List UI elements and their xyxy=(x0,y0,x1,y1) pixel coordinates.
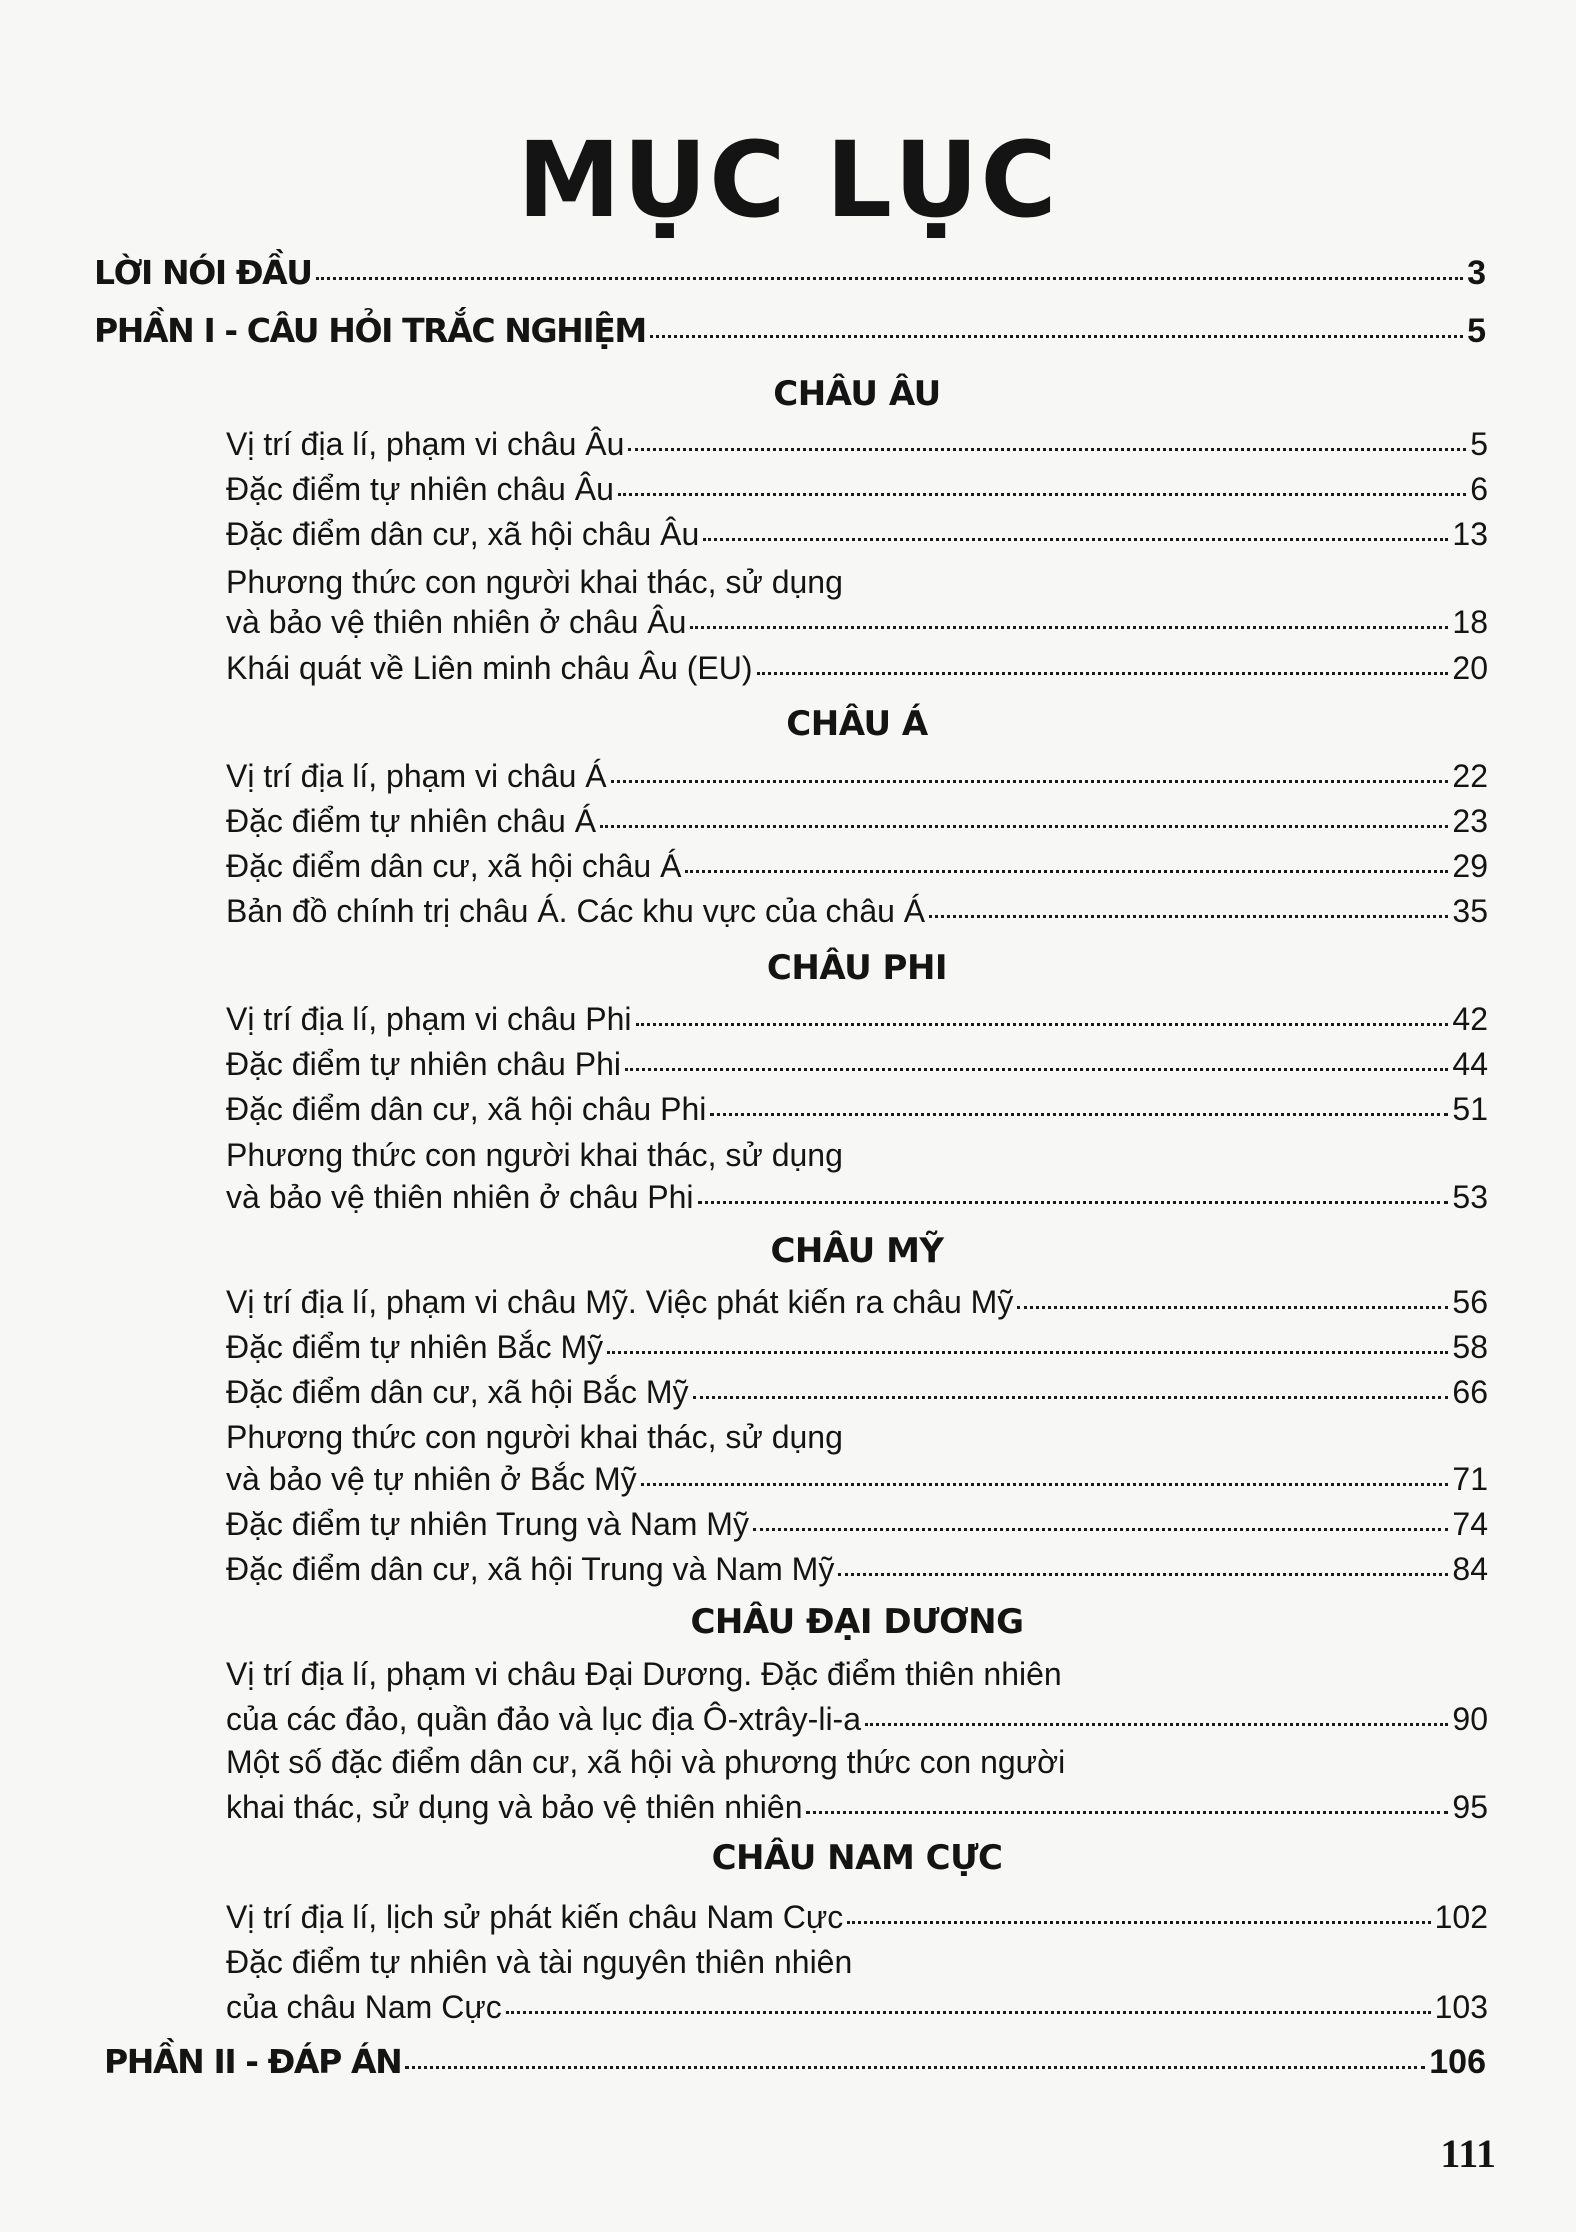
toc-entry xyxy=(226,1702,1488,1737)
toc-entry-title: Vị trí địa lí, lịch sử phát kiến châu Nam Cực xyxy=(226,1899,844,1935)
dot-leader xyxy=(1017,1306,1448,1309)
section-heading-asia: CHÂU Á xyxy=(786,704,928,744)
dot-leader xyxy=(607,1351,1448,1354)
toc-entry xyxy=(226,1002,1488,1037)
page-number: 111 xyxy=(1440,2131,1496,2176)
toc-part-2 xyxy=(104,2044,1486,2081)
toc-entry xyxy=(226,605,1488,640)
toc-entry-title: Vị trí địa lí, phạm vi châu Âu xyxy=(226,426,625,462)
dot-leader xyxy=(618,493,1466,496)
toc-entry-title: của châu Nam Cực xyxy=(226,1989,502,2025)
dot-leader xyxy=(611,780,1449,783)
toc-page-number: 95 xyxy=(1452,1789,1488,1825)
toc-page-number: 3 xyxy=(1467,254,1486,292)
section-heading-europe: CHÂU ÂU xyxy=(773,374,941,414)
dot-leader xyxy=(628,448,1466,451)
toc-part-preface xyxy=(94,255,1486,292)
toc-entry-title: Vị trí địa lí, phạm vi châu Phi xyxy=(226,1001,632,1037)
toc-entry xyxy=(226,849,1488,884)
toc-page-number: 56 xyxy=(1452,1284,1488,1320)
toc-page-number: 42 xyxy=(1452,1001,1488,1037)
toc-entry xyxy=(226,1047,1488,1082)
toc-entry-title: khai thác, sử dụng và bảo vệ thiên nhiên xyxy=(226,1789,803,1825)
toc-entry xyxy=(226,1900,1488,1935)
toc-page-number: 74 xyxy=(1452,1506,1488,1542)
section-heading-oceania: CHÂU ĐẠI DƯƠNG xyxy=(690,1602,1024,1642)
toc-entry-title: và bảo vệ thiên nhiên ở châu Phi xyxy=(226,1179,694,1215)
dot-leader xyxy=(636,1023,1449,1026)
dot-leader xyxy=(698,1201,1449,1204)
toc-page-number: 5 xyxy=(1467,312,1486,350)
dot-leader xyxy=(650,335,1463,338)
toc-entry xyxy=(226,1552,1488,1587)
toc-entry xyxy=(226,894,1488,929)
toc-page-number: 20 xyxy=(1452,650,1488,686)
dot-leader xyxy=(865,1723,1448,1726)
dot-leader xyxy=(693,1396,1449,1399)
toc-entry xyxy=(226,759,1488,794)
toc-page-number: 35 xyxy=(1452,893,1488,929)
toc-page-number: 6 xyxy=(1470,471,1488,507)
toc-part-label: PHẦN I - CÂU HỎI TRẮC NGHIỆM xyxy=(94,311,646,350)
toc-part-label: PHẦN II - ĐÁP ÁN xyxy=(104,2042,402,2081)
toc-entry-title: Bản đồ chính trị châu Á. Các khu vực của châu Á xyxy=(226,893,926,929)
dot-leader xyxy=(929,915,1448,918)
toc-entry-title: Đặc điểm tự nhiên châu Á xyxy=(226,803,597,839)
toc-entry-title: Đặc điểm tự nhiên Trung và Nam Mỹ xyxy=(226,1506,749,1542)
dot-leader xyxy=(710,1113,1448,1116)
toc-entry-title: Vị trí địa lí, phạm vi châu Á xyxy=(226,758,607,794)
dot-leader xyxy=(757,672,1449,675)
section-heading-antarctica: CHÂU NAM CỰC xyxy=(711,1838,1003,1878)
toc-entry-title: Đặc điểm tự nhiên Bắc Mỹ xyxy=(226,1329,604,1365)
dot-leader xyxy=(690,626,1448,629)
toc-entry xyxy=(226,1285,1488,1320)
toc-entry xyxy=(226,1462,1488,1497)
dot-leader xyxy=(506,2011,1431,2014)
toc-page-number: 29 xyxy=(1452,848,1488,884)
toc-page-number: 66 xyxy=(1452,1374,1488,1410)
dot-leader xyxy=(838,1573,1448,1576)
toc-entry xyxy=(226,1330,1488,1365)
toc-page-number: 51 xyxy=(1452,1091,1488,1127)
toc-entry-title: Khái quát về Liên minh châu Âu (EU) xyxy=(226,650,753,686)
toc-entry-title: Đặc điểm dân cư, xã hội châu Phi xyxy=(226,1091,707,1127)
dot-leader xyxy=(806,1811,1448,1814)
section-heading-america: CHÂU MỸ xyxy=(770,1231,944,1271)
toc-page-number: 71 xyxy=(1452,1461,1488,1497)
toc-entry-title: Đặc điểm dân cư, xã hội Trung và Nam Mỹ xyxy=(226,1551,835,1587)
toc-entry-first-line: Phương thức con người khai thác, sử dụng xyxy=(226,1137,843,1173)
page-title: MỤC LỤC xyxy=(517,119,1059,241)
dot-leader xyxy=(641,1483,1449,1486)
dot-leader xyxy=(753,1528,1448,1531)
toc-part-1 xyxy=(94,313,1486,350)
toc-entry-title: Đặc điểm dân cư, xã hội Bắc Mỹ xyxy=(226,1374,689,1410)
toc-entry xyxy=(226,1990,1488,2025)
toc-page-number: 106 xyxy=(1429,2043,1486,2081)
dot-leader xyxy=(600,825,1448,828)
toc-page-number: 44 xyxy=(1452,1046,1488,1082)
toc-entry-title: Đặc điểm tự nhiên châu Phi xyxy=(226,1046,621,1082)
toc-entry-title: Đặc điểm dân cư, xã hội châu Âu xyxy=(226,516,700,552)
toc-page-number: 102 xyxy=(1434,1899,1488,1935)
toc-entry xyxy=(226,427,1488,462)
dot-leader xyxy=(316,277,1463,280)
dot-leader xyxy=(703,538,1448,541)
toc-entry xyxy=(226,472,1488,507)
toc-page-number: 23 xyxy=(1452,803,1488,839)
toc-entry xyxy=(226,1790,1488,1825)
toc-entry xyxy=(226,1180,1488,1215)
toc-entry-title: Vị trí địa lí, phạm vi châu Mỹ. Việc phát kiến ra châu Mỹ xyxy=(226,1284,1014,1320)
toc-entry xyxy=(226,651,1488,686)
toc-page-number: 18 xyxy=(1452,604,1488,640)
toc-entry-first-line: Vị trí địa lí, phạm vi châu Đại Dương. Đặc điểm thiên nhiên xyxy=(226,1656,1062,1692)
toc-entry xyxy=(226,1375,1488,1410)
toc-entry-title: Đặc điểm tự nhiên châu Âu xyxy=(226,471,614,507)
toc-part-label: LỜI NÓI ĐẦU xyxy=(94,253,312,292)
dot-leader xyxy=(847,1921,1430,1924)
toc-entry-title: của các đảo, quần đảo và lục địa Ô-xtrây-li-a xyxy=(226,1701,861,1737)
section-heading-africa: CHÂU PHI xyxy=(766,948,948,988)
toc-entry-title: và bảo vệ tự nhiên ở Bắc Mỹ xyxy=(226,1461,637,1497)
toc-entry-title: và bảo vệ thiên nhiên ở châu Âu xyxy=(226,604,687,640)
toc-entry-first-line: Phương thức con người khai thác, sử dụng xyxy=(226,1419,843,1455)
toc-page-number: 103 xyxy=(1434,1989,1488,2025)
toc-entry-first-line: Một số đặc điểm dân cư, xã hội và phương thức con người xyxy=(226,1744,1066,1780)
toc-entry-title: Đặc điểm dân cư, xã hội châu Á xyxy=(226,848,682,884)
toc-page-number: 58 xyxy=(1452,1329,1488,1365)
toc-page-number: 13 xyxy=(1452,516,1488,552)
toc-page-number: 90 xyxy=(1452,1701,1488,1737)
toc-page-number: 5 xyxy=(1470,426,1488,462)
toc-entry xyxy=(226,517,1488,552)
dot-leader xyxy=(625,1068,1448,1071)
dot-leader xyxy=(685,870,1448,873)
toc-entry xyxy=(226,1507,1488,1542)
toc-entry-first-line: Phương thức con người khai thác, sử dụng xyxy=(226,564,843,600)
toc-entry xyxy=(226,804,1488,839)
dot-leader xyxy=(405,2066,1425,2069)
toc-page-number: 53 xyxy=(1452,1179,1488,1215)
toc-entry-first-line: Đặc điểm tự nhiên và tài nguyên thiên nhiên xyxy=(226,1944,853,1980)
toc-page-number: 22 xyxy=(1452,758,1488,794)
toc-entry xyxy=(226,1092,1488,1127)
toc-page-number: 84 xyxy=(1452,1551,1488,1587)
